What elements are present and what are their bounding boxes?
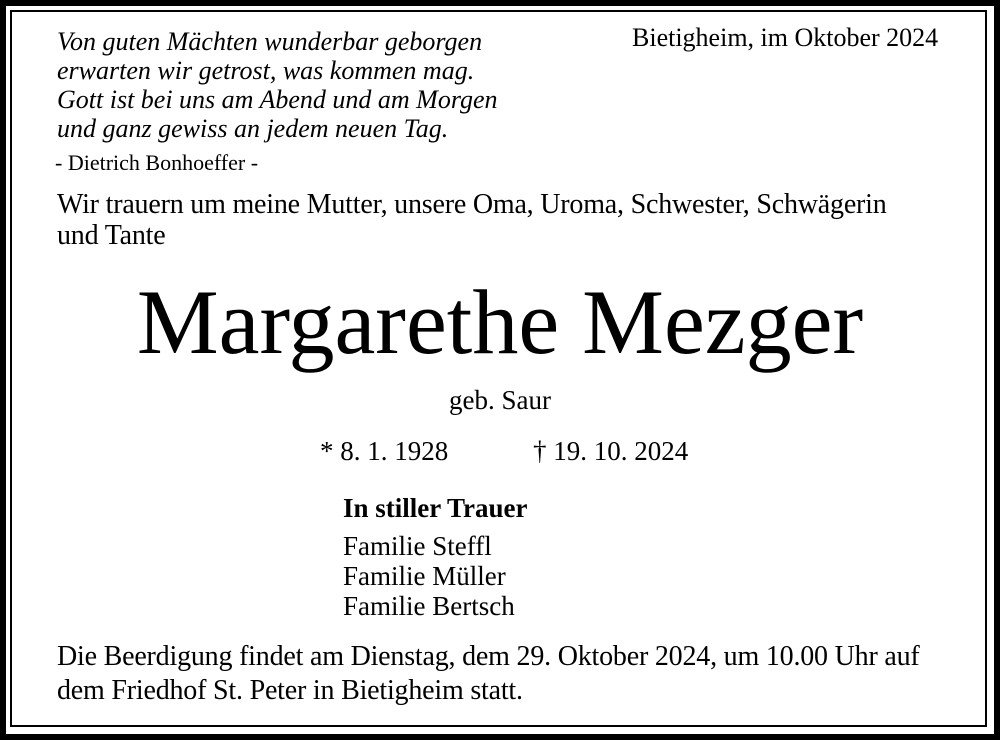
verse-attribution: - Dietrich Bonhoeffer - bbox=[55, 150, 259, 175]
intro-line-1: Wir trauern um meine Mutter, unsere Oma, Uroma, Schwester, Schwägerin bbox=[57, 189, 887, 220]
mourner-list bbox=[343, 531, 515, 621]
verse-line-1: Von guten Mächten wunderbar geborgen bbox=[57, 27, 483, 56]
mourner-1: Familie Steffl bbox=[343, 531, 492, 561]
verse-line-3: Gott ist bei uns am Abend und am Morgen bbox=[57, 85, 498, 114]
mourner-2: Familie Müller bbox=[343, 561, 506, 591]
death-date: † 19. 10. 2024 bbox=[533, 436, 689, 466]
funeral-line-1: Die Beerdigung findet am Dienstag, dem 29. Oktober 2024, um 10.00 Uhr auf bbox=[57, 641, 920, 672]
mourning-heading: In stiller Trauer bbox=[343, 493, 528, 523]
birth-date: * 8. 1. 1928 bbox=[320, 436, 449, 466]
deceased-name: Margarethe Mezger bbox=[136, 271, 864, 373]
place-dateline: Bietigheim, im Oktober 2024 bbox=[632, 23, 939, 52]
verse-line-4: und ganz gewiss an jedem neuen Tag. bbox=[57, 114, 449, 143]
intro-line-2: und Tante bbox=[57, 220, 166, 251]
mourning-intro bbox=[57, 189, 887, 251]
funeral-line-2: dem Friedhof St. Peter in Bietigheim statt. bbox=[57, 675, 523, 706]
verse-line-2: erwarten wir getrost, was kommen mag. bbox=[57, 56, 475, 85]
mourner-3: Familie Bertsch bbox=[343, 591, 515, 621]
maiden-name: geb. Saur bbox=[449, 385, 551, 415]
funeral-announcement bbox=[57, 640, 920, 708]
opening-verse bbox=[57, 27, 498, 143]
